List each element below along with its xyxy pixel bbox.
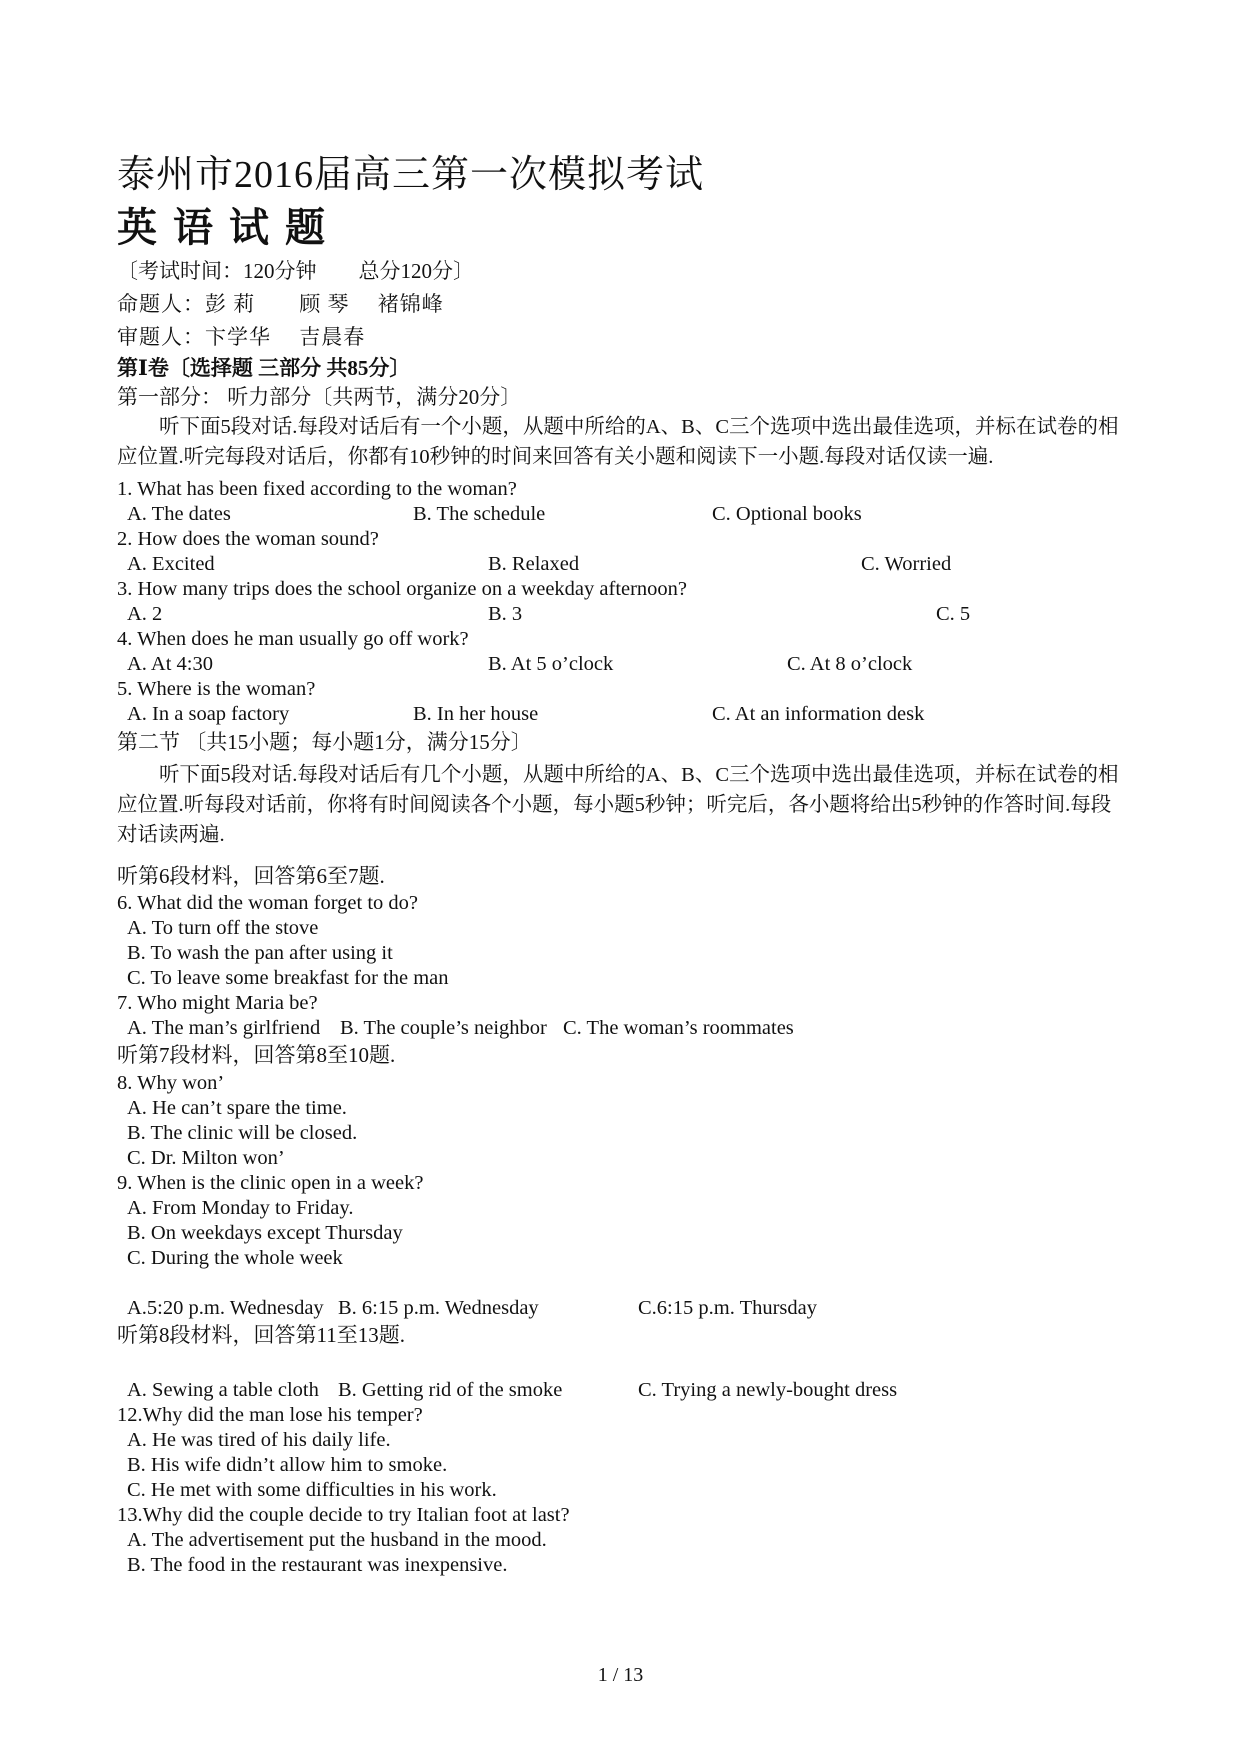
q5-option-c: C. At an information desk xyxy=(712,703,925,725)
q9-option-a: A. From Monday to Friday. xyxy=(127,1197,354,1219)
q5-option-a: A. In a soap factory xyxy=(127,703,290,725)
question-5: 5. Where is the woman? xyxy=(117,678,316,700)
q6-option-a: A. To turn off the stove xyxy=(127,917,319,939)
q11-option-a: A. Sewing a table cloth xyxy=(127,1379,319,1401)
question-6: 6. What did the woman forget to do? xyxy=(117,892,418,914)
q11-option-b: B. Getting rid of the smoke xyxy=(338,1379,563,1401)
q6-option-c: C. To leave some breakfast for the man xyxy=(127,967,449,989)
q3-option-c: C. 5 xyxy=(936,603,971,625)
q13-option-a: A. The advertisement put the husband in the mood. xyxy=(127,1529,547,1551)
q8-option-b: B. The clinic will be closed. xyxy=(127,1122,358,1144)
q13-option-b: B. The food in the restaurant was inexpensive. xyxy=(127,1554,508,1576)
q11-option-c: C. Trying a newly-bought dress xyxy=(638,1379,898,1401)
material-8: 听第8段材料，回答第11至13题. xyxy=(117,1323,405,1347)
question-4: 4. When does he man usually go off work? xyxy=(117,628,469,650)
part1-heading: 第Ⅰ卷〔选择题 三部分 共85分〕 xyxy=(117,356,411,380)
question-1: 1. What has been fixed according to the woman? xyxy=(117,478,517,500)
proposers: 命题人：彭 莉 顾 琴 褚锦峰 xyxy=(117,292,444,316)
exam-info: 〔考试时间：120分钟 总分120分〕 xyxy=(117,259,474,283)
material-6: 听第6段材料，回答第6至7题. xyxy=(117,864,385,888)
q12-option-c: C. He met with some difficulties in his work. xyxy=(127,1479,497,1501)
q1-option-a: A. The dates xyxy=(127,503,231,525)
q9-option-c: C. During the whole week xyxy=(127,1247,343,1269)
q1-option-b: B. The schedule xyxy=(413,503,546,525)
q12-option-a: A. He was tired of his daily life. xyxy=(127,1429,391,1451)
q9-option-b: B. On weekdays except Thursday xyxy=(127,1222,403,1244)
q10-option-c: C.6:15 p.m. Thursday xyxy=(638,1297,817,1319)
q6-option-b: B. To wash the pan after using it xyxy=(127,942,393,964)
section2-heading: 第二节 〔共15小题；每小题1分，满分15分〕 xyxy=(117,730,532,754)
question-2: 2. How does the woman sound? xyxy=(117,528,379,550)
section2-instructions: 听下面5段对话.每段对话后有几个小题，从题中所给的A、B、C三个选项中选出最佳选项，并标在试卷的相应位置.听每段对话前，你将有时间阅读各个小题，每小题5秒钟；听完后，各小题将给出5秒钟的作答时间.每段对话读两遍. xyxy=(117,764,1119,846)
question-7: 7. Who might Maria be? xyxy=(117,992,318,1014)
subject-title: 英语试题 xyxy=(117,205,341,250)
question-9: 9. When is the clinic open in a week? xyxy=(117,1172,424,1194)
q3-option-a: A. 2 xyxy=(127,603,163,625)
q4-option-b: B. At 5 o’clock xyxy=(488,653,614,675)
q4-option-c: C. At 8 o’clock xyxy=(787,653,913,675)
q8-option-a: A. He can’t spare the time. xyxy=(127,1097,347,1119)
q7-option-b: B. The couple’s neighbor xyxy=(340,1017,547,1039)
page-number: 1 / 13 xyxy=(597,1664,644,1686)
question-13: 13.Why did the couple decide to try Italian foot at last? xyxy=(117,1504,570,1526)
q10-option-b: B. 6:15 p.m. Wednesday xyxy=(338,1297,539,1319)
q4-option-a: A. At 4:30 xyxy=(127,653,213,675)
material-7: 听第7段材料，回答第8至10题. xyxy=(117,1043,396,1067)
section1-heading: 第一部分： 听力部分〔共两节，满分20分〕 xyxy=(117,385,522,409)
q1-option-c: C. Optional books xyxy=(712,503,862,525)
q5-option-b: B. In her house xyxy=(413,703,539,725)
q3-option-b: B. 3 xyxy=(488,603,523,625)
q10-option-a: A.5:20 p.m. Wednesday xyxy=(127,1297,324,1319)
q7-option-c: C. The woman’s roommates xyxy=(563,1017,794,1039)
q7-option-a: A. The man’s girlfriend xyxy=(127,1017,321,1039)
q2-option-c: C. Worried xyxy=(861,553,952,575)
q12-option-b: B. His wife didn’t allow him to smoke. xyxy=(127,1454,448,1476)
q2-option-b: B. Relaxed xyxy=(488,553,580,575)
q8-option-c: C. Dr. Milton won’ xyxy=(127,1147,285,1169)
section1-instructions: 听下面5段对话.每段对话后有一个小题，从题中所给的A、B、C三个选项中选出最佳选项，并标在试卷的相应位置.听完每段对话后，你都有10秒钟的时间来回答有关小题和阅读下一小题.每段对话仅读一遍. xyxy=(117,416,1119,468)
question-12: 12.Why did the man lose his temper? xyxy=(117,1404,423,1426)
q2-option-a: A. Excited xyxy=(127,553,215,575)
reviewers: 审题人：卞学华 吉晨春 xyxy=(117,325,366,349)
exam-title: 泰州市2016届高三第一次模拟考试 xyxy=(117,154,705,196)
question-3: 3. How many trips does the school organize on a weekday afternoon? xyxy=(117,578,688,600)
question-8: 8. Why won’ xyxy=(117,1072,225,1094)
